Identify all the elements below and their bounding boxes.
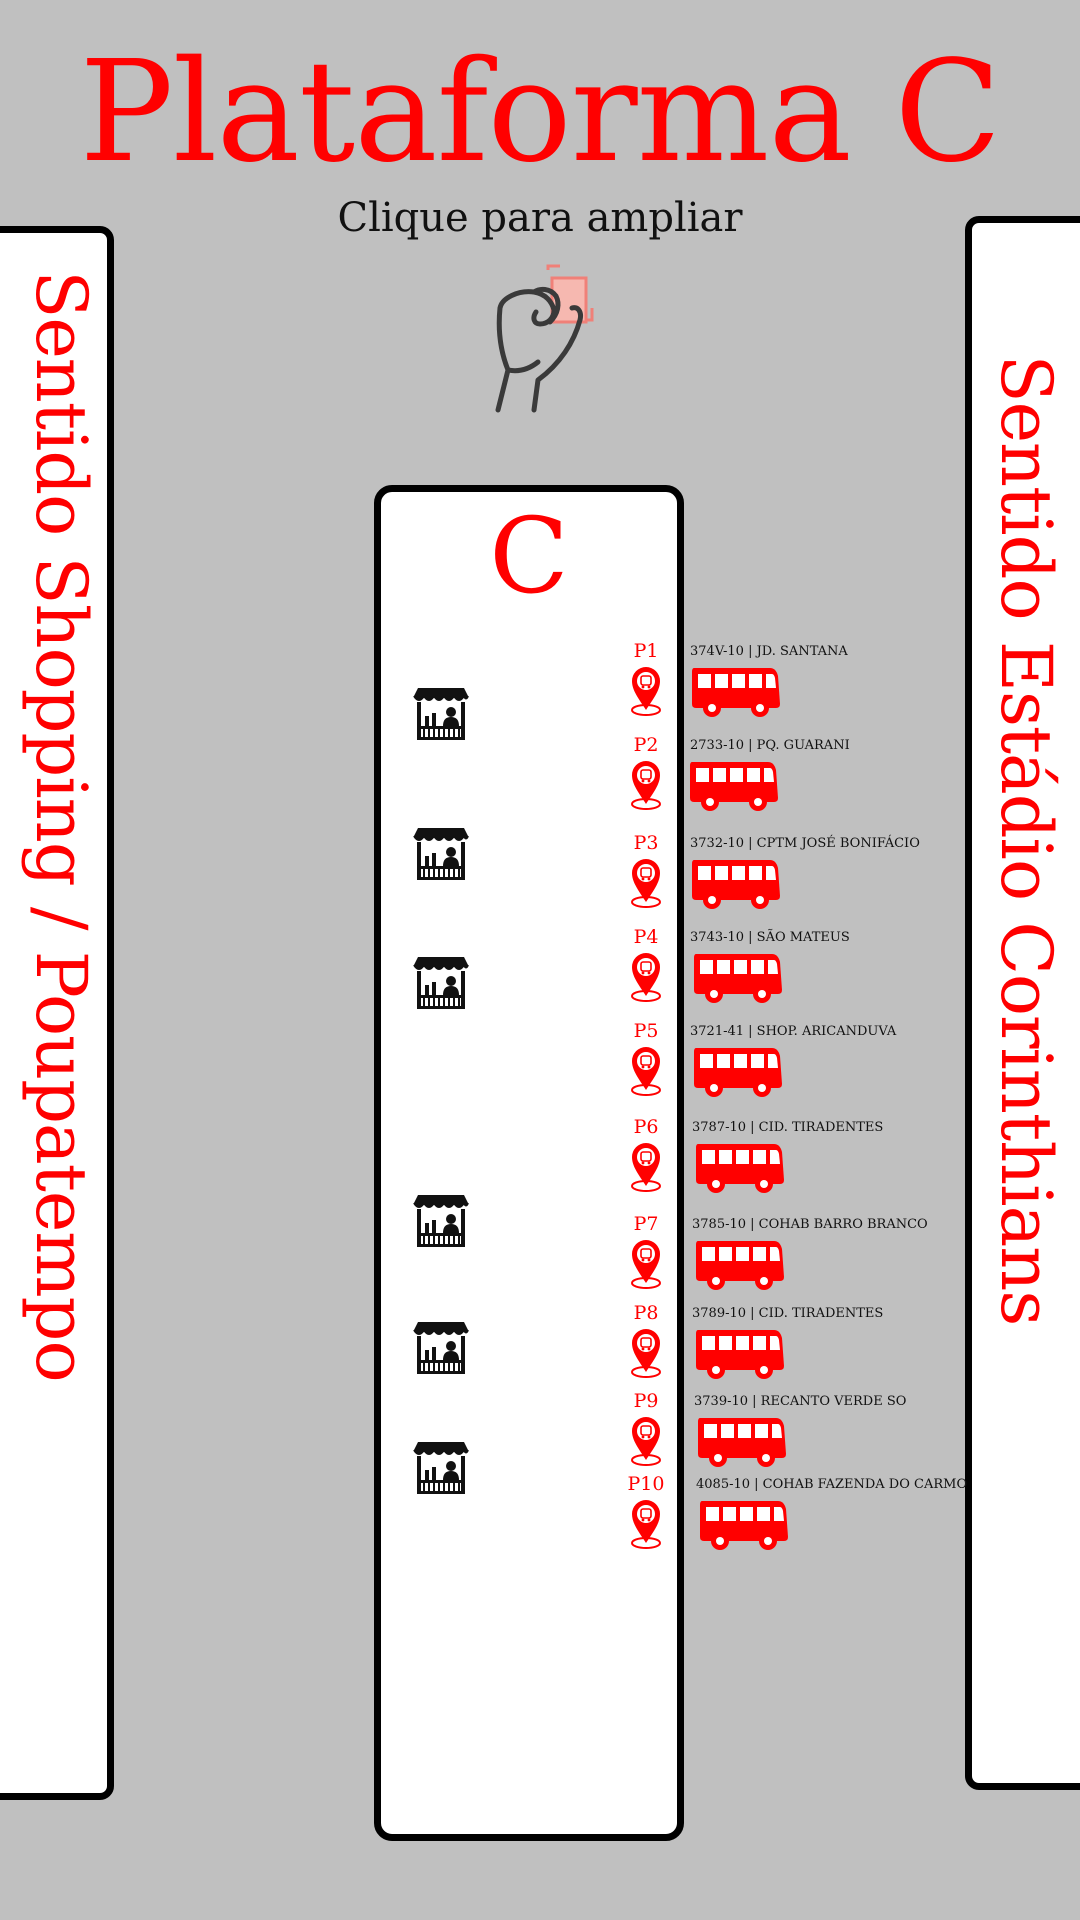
bus-icon xyxy=(690,856,782,910)
stop-label: P1 xyxy=(633,640,659,662)
stop-label: P7 xyxy=(633,1213,659,1235)
bus-stop-pin-icon[interactable] xyxy=(629,1497,663,1549)
bus-stop-pin-icon[interactable] xyxy=(629,1326,663,1378)
zoom-hint: Clique para ampliar xyxy=(337,195,743,241)
bus-icon xyxy=(694,1326,786,1380)
bus-icon xyxy=(692,1044,784,1098)
bus-icon xyxy=(698,1497,790,1551)
bus-icon xyxy=(690,664,782,718)
stop-label: P6 xyxy=(633,1116,659,1138)
right-direction-label: Sentido Estádio Corinthians xyxy=(985,354,1067,1326)
stop-label: P5 xyxy=(633,1020,659,1042)
bus-icon xyxy=(692,950,784,1004)
kiosk-shop-icon xyxy=(412,686,470,742)
route-label: 3732-10 | CPTM JOSÉ BONIFÁCIO xyxy=(690,836,920,851)
pinch-zoom-hand-icon[interactable] xyxy=(488,258,628,418)
route-label: 3789-10 | CID. TIRADENTES xyxy=(692,1306,884,1321)
stop-label: P2 xyxy=(633,734,659,756)
stop-label: P9 xyxy=(633,1390,659,1412)
bus-stop-pin-icon[interactable] xyxy=(629,950,663,1002)
bus-icon xyxy=(688,758,780,812)
platform-letter: C xyxy=(489,495,569,617)
route-label: 3721-41 | SHOP. ARICANDUVA xyxy=(690,1024,897,1039)
stop-label: P3 xyxy=(633,832,659,854)
stop-label: P4 xyxy=(633,926,659,948)
route-label: 3787-10 | CID. TIRADENTES xyxy=(692,1120,884,1135)
route-label: 2733-10 | PQ. GUARANI xyxy=(690,738,850,753)
stop-label: P10 xyxy=(627,1473,665,1495)
left-direction-label: Sentido Shopping / Poupatempo xyxy=(20,270,102,1382)
route-label: 4085-10 | COHAB FAZENDA DO CARMO xyxy=(696,1477,968,1492)
kiosk-shop-icon xyxy=(412,1193,470,1249)
kiosk-shop-icon xyxy=(412,955,470,1011)
bus-stop-pin-icon[interactable] xyxy=(629,856,663,908)
bus-stop-pin-icon[interactable] xyxy=(629,1140,663,1192)
route-label: 374V-10 | JD. SANTANA xyxy=(690,644,848,659)
bus-stop-pin-icon[interactable] xyxy=(629,664,663,716)
route-label: 3743-10 | SÃO MATEUS xyxy=(690,930,850,945)
bus-stop-pin-icon[interactable] xyxy=(629,1044,663,1096)
route-label: 3739-10 | RECANTO VERDE SO xyxy=(694,1394,907,1409)
bus-stop-pin-icon[interactable] xyxy=(629,1414,663,1466)
route-label: 3785-10 | COHAB BARRO BRANCO xyxy=(692,1217,928,1232)
stop-label: P8 xyxy=(633,1302,659,1324)
kiosk-shop-icon xyxy=(412,1440,470,1496)
page-title: Plataforma C xyxy=(79,31,1001,194)
bus-stop-pin-icon[interactable] xyxy=(629,758,663,810)
bus-stop-pin-icon[interactable] xyxy=(629,1237,663,1289)
kiosk-shop-icon xyxy=(412,1320,470,1376)
kiosk-shop-icon xyxy=(412,826,470,882)
bus-icon xyxy=(694,1140,786,1194)
bus-icon xyxy=(696,1414,788,1468)
bus-icon xyxy=(694,1237,786,1291)
